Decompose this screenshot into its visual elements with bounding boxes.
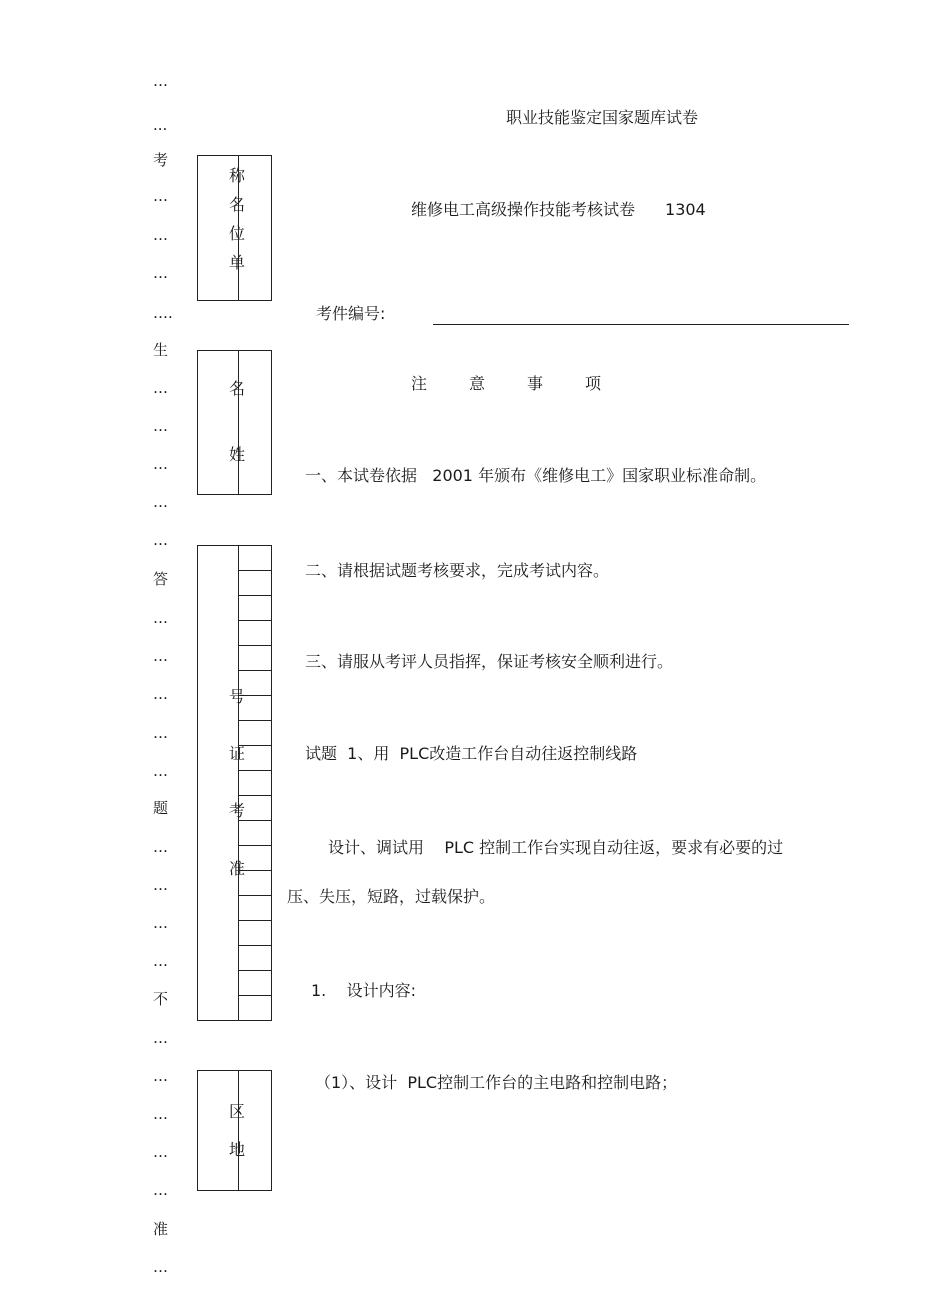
digit-cell[interactable] bbox=[238, 771, 271, 796]
digit-cell[interactable] bbox=[238, 646, 271, 671]
margin-mark: … bbox=[153, 914, 168, 932]
section-heading: 1. 设计内容: bbox=[311, 981, 417, 1000]
unit-name-label-char: 称 bbox=[229, 166, 246, 185]
margin-mark: 答 bbox=[153, 570, 169, 588]
margin-mark: … bbox=[153, 838, 168, 856]
margin-mark: … bbox=[153, 1105, 168, 1123]
part-number-field[interactable] bbox=[433, 324, 849, 325]
margin-mark: … bbox=[153, 762, 168, 780]
part-number-label: 考件编号: bbox=[316, 304, 386, 323]
person-name-label-char: 名 bbox=[229, 379, 246, 398]
notice-title-char: 意 bbox=[469, 374, 486, 393]
digit-cell[interactable] bbox=[238, 821, 271, 846]
digit-cell[interactable] bbox=[238, 571, 271, 596]
margin-mark: 准 bbox=[153, 1220, 169, 1238]
margin-mark: … bbox=[153, 1258, 168, 1276]
margin-mark: … bbox=[153, 226, 168, 244]
region-label-char: 区 bbox=[229, 1102, 246, 1121]
margin-mark: … bbox=[153, 1181, 168, 1199]
exam-subtitle-text: 维修电工高级操作技能考核试卷 bbox=[411, 200, 636, 219]
notice-title-char: 项 bbox=[585, 374, 602, 393]
margin-mark: …. bbox=[153, 304, 173, 322]
margin-mark: … bbox=[153, 187, 168, 205]
ticket-label-char: 证 bbox=[229, 744, 246, 763]
question-title: 试题 1、用 PLC改造工作台自动往返控制线路 bbox=[305, 744, 638, 763]
margin-mark: … bbox=[153, 1143, 168, 1161]
digit-cell[interactable] bbox=[238, 921, 271, 946]
unit-name-label-char: 名 bbox=[229, 195, 246, 214]
notice-item: 二、请根据试题考核要求，完成考试内容。 bbox=[305, 561, 610, 580]
digit-cell[interactable] bbox=[238, 996, 271, 1021]
margin-mark: … bbox=[153, 1067, 168, 1085]
margin-mark: … bbox=[153, 876, 168, 894]
margin-mark: 考 bbox=[153, 151, 169, 169]
notice-title-char: 事 bbox=[527, 374, 544, 393]
region-box bbox=[197, 1070, 272, 1191]
unit-name-label-char: 单 bbox=[229, 253, 246, 272]
margin-mark: ... bbox=[153, 116, 168, 134]
digit-cell[interactable] bbox=[238, 971, 271, 996]
margin-mark: … bbox=[153, 1029, 168, 1047]
unit-name-label-char: 位 bbox=[229, 224, 246, 243]
margin-mark: 生 bbox=[153, 341, 169, 359]
margin-mark: … bbox=[153, 531, 168, 549]
margin-mark: … bbox=[153, 417, 168, 435]
digit-cell[interactable] bbox=[238, 721, 271, 746]
ticket-number-cells bbox=[238, 546, 271, 1020]
ticket-label-char: 号 bbox=[229, 687, 246, 706]
notice-title-char: 注 bbox=[411, 374, 428, 393]
ticket-label-char: 考 bbox=[229, 801, 246, 820]
page-title: 职业技能鉴定国家题库试卷 bbox=[506, 108, 699, 127]
digit-cell[interactable] bbox=[238, 621, 271, 646]
notice-item: 三、请服从考评人员指挥，保证考核安全顺利进行。 bbox=[305, 652, 674, 671]
margin-mark: … bbox=[153, 685, 168, 703]
margin-mark: … bbox=[153, 493, 168, 511]
ticket-label-char: 准 bbox=[229, 859, 246, 878]
margin-mark: … bbox=[153, 379, 168, 397]
margin-mark: … bbox=[153, 72, 168, 90]
margin-mark: … bbox=[153, 724, 168, 742]
question-description-line2: 压、失压，短路，过载保护。 bbox=[287, 887, 496, 906]
box-divider bbox=[238, 1071, 239, 1190]
notice-item: 一、本试卷依据 2001 年颁布《维修电工》国家职业标准命制。 bbox=[305, 466, 767, 485]
margin-mark: 题 bbox=[153, 799, 169, 817]
box-divider bbox=[238, 351, 239, 494]
ticket-number-box bbox=[197, 545, 272, 1021]
digit-cell[interactable] bbox=[238, 896, 271, 921]
digit-cell[interactable] bbox=[238, 946, 271, 971]
digit-cell[interactable] bbox=[238, 546, 271, 571]
margin-mark: … bbox=[153, 609, 168, 627]
region-label-char: 地 bbox=[229, 1140, 246, 1159]
margin-mark: 不 bbox=[153, 990, 169, 1008]
unit-name-box bbox=[197, 155, 272, 301]
person-name-label-char: 姓 bbox=[229, 445, 246, 464]
margin-mark: … bbox=[153, 952, 168, 970]
question-description-line1: 设计、调试用 PLC 控制工作台实现自动往返，要求有必要的过 bbox=[328, 838, 784, 857]
design-item: （1）、设计 PLC控制工作台的主电路和控制电路； bbox=[315, 1073, 678, 1092]
digit-cell[interactable] bbox=[238, 596, 271, 621]
exam-subtitle bbox=[411, 202, 706, 218]
margin-mark: … bbox=[153, 455, 168, 473]
notice-title bbox=[411, 376, 601, 392]
margin-mark: … bbox=[153, 647, 168, 665]
margin-mark: … bbox=[153, 264, 168, 282]
exam-code: 1304 bbox=[665, 200, 706, 219]
person-name-box bbox=[197, 350, 272, 495]
